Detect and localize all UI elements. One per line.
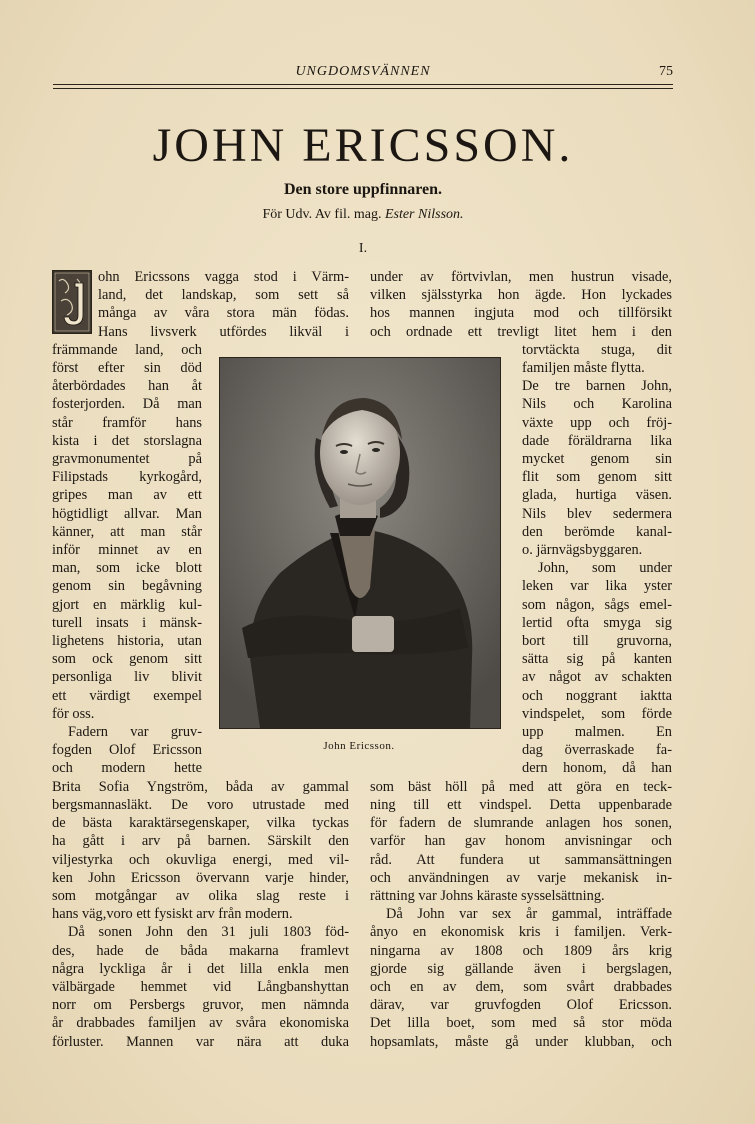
text-line: högtidligt allvar. Man	[52, 505, 202, 522]
text-line: fosterjorden. Då man	[52, 396, 202, 413]
text-line: vindspelet, som förde	[522, 705, 672, 722]
text-line: hopsamlats, måste gå under klubban, och	[370, 1033, 672, 1050]
text-line: under av förtvivlan, men hustrun visade,	[370, 269, 672, 285]
text-line: sätta sig på kanten	[522, 651, 672, 668]
text-line: förluster. Mannen var nära att duka	[52, 1033, 349, 1050]
byline-author: Ester Nilsson.	[384, 207, 464, 222]
text-line: Då John var sex år gammal, inträffade	[386, 906, 672, 923]
text-line: återbördades han åt	[52, 378, 202, 395]
text-line: leken var lika yster	[522, 578, 672, 595]
byline	[53, 206, 673, 224]
running-header	[53, 64, 673, 82]
text-line: inför minnet av en	[52, 542, 202, 559]
text-line: som bäst höll på med att göra en teck-	[370, 778, 672, 795]
text-line: dade föräldrarna lika	[522, 432, 672, 449]
text-line: flit som genom sitt	[522, 469, 672, 486]
text-line: Nils och Karolina	[522, 396, 672, 413]
text-line: ohn Ericssons vagga stod i Värm-	[98, 269, 349, 285]
dropcap-j-ornament	[52, 270, 92, 334]
text-line: Brita Sofia Yngström, båda av gammal	[52, 778, 349, 795]
text-line: de bästa karaktärsegenskaper, vilka tyckas	[52, 815, 349, 832]
text-line: ha gått i arv på barnen. Särskilt den	[52, 833, 349, 850]
text-line: John, som under	[538, 560, 672, 577]
text-line: Hans livsverk utfördes likväl i	[98, 323, 349, 340]
text-line: växte upp och fröj-	[522, 414, 672, 431]
text-line: upp malmen. En	[522, 724, 672, 741]
text-line: för oss.	[52, 705, 95, 722]
text-line: Nils blev sedermera	[522, 505, 672, 522]
text-line: dag överraskade fa-	[522, 742, 672, 759]
text-line: och en av dem, som svårt drabbades	[370, 978, 672, 995]
article-title: JOHN ERICSSON.	[152, 119, 574, 172]
text-line: kista i det storslagna	[52, 432, 202, 449]
portrait-photo	[219, 357, 501, 729]
text-line: välbärgade hemmet vid Långbanshyttan	[52, 978, 349, 995]
text-line: och modern hette	[52, 760, 202, 777]
text-line: känner, att man står	[52, 523, 202, 540]
text-line: gjorde sig gällande även i bergslagen,	[370, 960, 672, 977]
header-rule	[53, 84, 673, 85]
text-line: mycket genom sin	[522, 451, 672, 468]
text-line: familjen måste flytta.	[522, 360, 645, 377]
running-title: UNGDOMSVÄNNEN	[295, 64, 431, 79]
text-line: några lyckliga år i det lilla enkla men	[52, 960, 349, 977]
text-line: för fadern de slumrande anlagen hos sonen,	[370, 815, 672, 832]
article-subtitle: Den store uppfinnaren.	[283, 181, 443, 198]
text-line: bort till gruvorna,	[522, 633, 672, 650]
text-line: land, det landskap, som sett så	[98, 287, 349, 304]
text-line: och användningen av varje mekanisk in-	[370, 869, 672, 886]
text-line: personliga liv blivit	[52, 669, 202, 686]
text-line: gravmonumentet på	[52, 451, 202, 468]
text-line: fogden Olof Ericsson	[52, 742, 202, 759]
byline-prefix: För Udv. Av fil. mag.	[262, 207, 382, 222]
header-rule-thin	[53, 88, 673, 89]
text-line: man, som icke blott	[52, 560, 202, 577]
text-line: som ock genom sitt	[52, 651, 202, 668]
text-line: ett värdigt exempel	[52, 687, 202, 704]
text-line: ånyo en ekonomisk kris i familjen. Verk-	[370, 924, 672, 941]
text-line: turell insats i mänsk-	[52, 614, 202, 631]
text-line: som någon, sågs emel-	[522, 596, 672, 613]
text-line: vilken själsstyrka hon ägde. Hon lyckades	[370, 287, 672, 304]
text-line: ning till ett vindspel. Detta uppenbarade	[370, 796, 672, 813]
text-line: ken John Ericsson övervann varje hinder,	[52, 869, 349, 886]
text-line: torvtäckta stuga, dit	[522, 341, 672, 358]
text-line: år drabbades familjen av svåra ekonomiska	[52, 1015, 349, 1032]
text-line: glada, hurtiga väsen.	[522, 487, 672, 504]
text-line: norr om Persbergs gruvor, men nämnda	[52, 997, 349, 1014]
text-line: o. järnvägsbyggaren.	[522, 542, 643, 559]
text-line: och ordnade ett trevligt litet hem i den	[370, 323, 672, 340]
portrait-caption: John Ericsson.	[323, 740, 395, 752]
text-line: Filipstads kyrkogård,	[52, 469, 202, 486]
page-number: 75	[659, 64, 673, 79]
text-line: av något av schakten	[522, 669, 672, 686]
text-line: främmande land, och	[52, 341, 202, 358]
text-line: gripes man av ett	[52, 487, 202, 504]
text-line: hans väg,voro ett fysiskt arv från modern.	[52, 906, 293, 923]
text-line: De tre barnen John,	[522, 378, 672, 395]
text-line: först efter sin död	[52, 360, 202, 377]
text-line: genom sin begåvning	[52, 578, 202, 595]
text-line: den berömde kanal-	[522, 523, 672, 540]
text-line: hos mannen ingjuta mod och tillförsikt	[370, 305, 672, 322]
text-line: rättning var Johns käraste sysselsättning.	[370, 887, 605, 904]
text-line: många av våra stora män födas.	[98, 305, 349, 322]
text-line: och noggrant iaktta	[522, 687, 672, 704]
text-line: lertid ofta smyga sig	[522, 614, 672, 631]
text-line: varför han gav honom anvisningar och	[370, 833, 672, 850]
text-line: som motgångar av olika slag reste i	[52, 887, 349, 904]
text-line: Då sonen John den 31 juli 1803 föd-	[68, 924, 349, 941]
text-line: Fadern var gruv-	[68, 724, 202, 741]
text-line: des, hade de båda makarna framlevt	[52, 942, 349, 959]
section-number: I.	[358, 241, 368, 256]
text-line: viljestyrka och okuvliga energi, med vil-	[52, 851, 349, 868]
text-line: dern honom, då han	[522, 760, 672, 777]
text-line: Det lilla boet, som med så stor möda	[370, 1015, 672, 1032]
text-line: gjort en märklig kul-	[52, 596, 202, 613]
text-line: ningarna av 1808 och 1809 års krig	[370, 942, 672, 959]
text-line: bergsmannasläkt. De voro utrustade med	[52, 796, 349, 813]
text-line: därav, var gruvfogden Olof Ericsson.	[370, 997, 672, 1014]
text-line: lighetens historia, utan	[52, 633, 202, 650]
text-line: råd. Att fundera ut sammansättningen	[370, 851, 672, 868]
text-line: står framför hans	[52, 414, 202, 431]
